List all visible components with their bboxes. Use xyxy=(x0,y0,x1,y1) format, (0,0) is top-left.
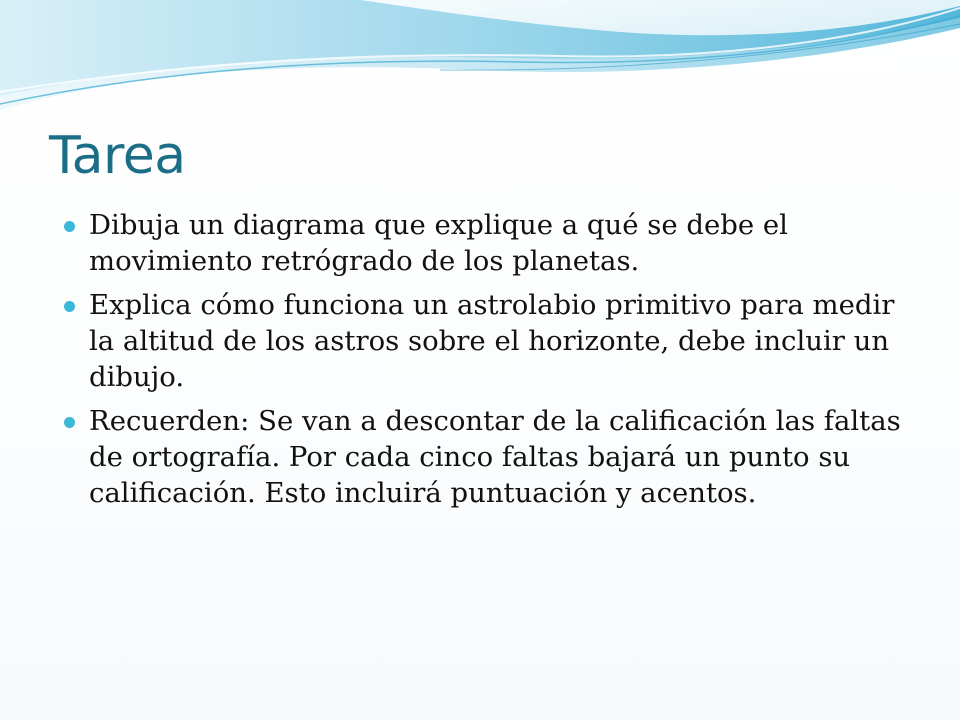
bullet-item xyxy=(64,287,924,395)
bullet-text: Recuerden: Se van a descontar de la calificación las faltas de ortografía. Por cada cinco faltas bajará un punto su calificación. Esto incluirá puntuación y acentos. xyxy=(89,405,901,509)
bullet-marker-icon xyxy=(64,301,75,312)
bullet-text: Dibuja un diagrama que explique a qué se debe el movimiento retrógrado de los planetas. xyxy=(89,209,788,277)
slide-title: Tarea xyxy=(49,126,186,186)
bullet-item xyxy=(64,403,924,511)
header-wave-decoration xyxy=(0,0,960,120)
bullet-item xyxy=(64,207,924,279)
bullet-marker-icon xyxy=(64,417,75,428)
bullet-marker-icon xyxy=(64,221,75,232)
bullet-list xyxy=(64,207,924,519)
bullet-text: Explica cómo funciona un astrolabio primitivo para medir la altitud de los astros sobre el horizonte, debe incluir un dibujo. xyxy=(89,289,895,393)
